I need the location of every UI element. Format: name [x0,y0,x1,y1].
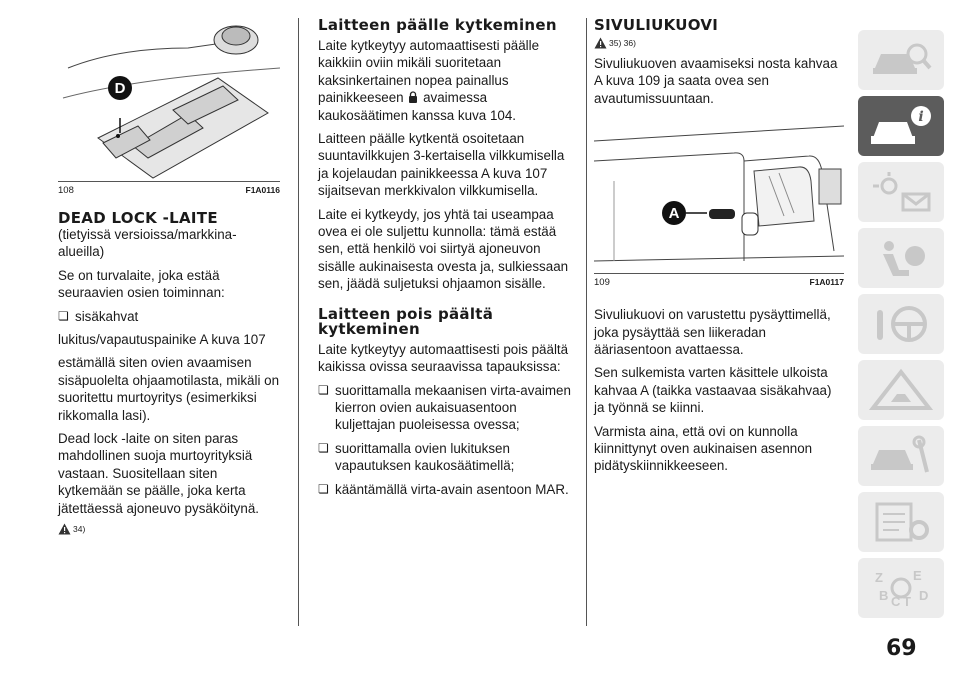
svg-text:C: C [891,594,901,609]
lock-icon [408,91,418,103]
paragraph: Dead lock -laite on siten paras mahdollinen suoja murtoyrityksiä vastaan. Suositellaan siten kytkemään se päälle, joka kerta jätettäessä ajoneuvo pysäköitynä. [58,431,259,516]
airbag-seat-icon[interactable] [858,228,944,288]
svg-text:B: B [879,588,889,603]
warning-ref-text: 35) 36) [609,38,636,48]
car-search-icon[interactable] [858,30,944,90]
figure-number: 108 [58,185,74,196]
column-2 [318,18,573,504]
figure-code: F1A0117 [809,277,844,288]
heading-switch-off: Laitteen pois päältä kytkeminen [318,304,494,338]
page-number: 69 [886,636,917,661]
column-3 [594,18,844,481]
alphabetical-index-icon[interactable] [858,558,944,618]
door-switch-illustration [58,18,280,181]
warning-lights-icon[interactable] [858,162,944,222]
section-subtitle: (tietyissä versioissa/markkina-alueilla) [58,227,237,260]
heading-switch-on: Laitteen päälle kytkeminen [318,16,557,34]
paragraph: Sivuliukuovi on varustettu pysäyttimellä, joka pysäyttää sen liikeradan ääriasentoon avattaessa. [594,307,831,358]
warning-ref-text: 34) [73,524,86,535]
car-info-icon[interactable] [858,96,944,156]
road-warning-icon[interactable] [858,360,944,420]
warning-triangle-icon [58,523,71,535]
bullet-item: ❏ suorittamalla mekaanisen virta-avaimen kierron ovien aukaisuasentoon kuljettajan puoleisessa ovessa; [318,382,573,434]
column-divider [586,18,587,626]
figure-code: F1A0116 [245,185,280,195]
warning-reference [594,37,844,49]
paragraph: Laitteen päälle kytkentä osoitetaan suuntavilkkujen 3-kertaisella vilkkumisella ja kojelaudan painikkeessa A kuva 107 sijaitsevan merkkivalon vilkkumisella. [318,131,565,199]
svg-text:D: D [919,588,929,603]
section-title-sliding-door: SIVULIUKUOVI [594,16,719,34]
paragraph: estämällä siten ovien avaamisen sisäpuolelta ohjaamotilasta, mikäli on suoritettu murtoyritys (esimerkiksi rikkomalla lasi). [58,355,280,423]
paragraph: Laite ei kytkeydy, jos yhtä tai useampaa ovea ei ole suljettu kunnolla: tämä estää sen, että henkilö voi siirtyä ajoneuvon sisälle aukinaisesta ovesta ja, sulkiessaan sen, jäädä suljetuksi ohjaamon sisälle. [318,206,569,292]
bullet-item: ❏ suorittamalla ovien lukituksen vapautuksen kaukosäätimellä; [318,440,573,475]
svg-text:i: i [918,109,924,125]
sliding-door-illustration [594,121,844,273]
bullet-item: ❏ kääntämällä virta-avain asentoon MAR. [318,481,573,498]
paragraph: lukitus/vapautuspainike A kuva 107 [58,332,266,348]
figure-label-d: D [114,80,126,97]
figure-caption [58,185,280,196]
bullet-item: ❏ sisäkahvat [58,308,280,325]
paragraph: Sen sulkemista varten käsittele ulkoista kahvaa A (taikka vastaavaa sisäkahvaa) ja työnnä se kiinni. [594,365,832,416]
svg-text:Z: Z [875,570,883,585]
figure-109 [594,121,844,274]
technical-data-icon[interactable] [858,492,944,552]
paragraph-part: avaimessa kaukosäätimen kanssa kuva 104. [318,90,517,123]
figure-number: 109 [594,277,610,289]
paragraph-part: Laite kytkeytyy automaattisesti päälle kaikkiin oviin mikäli suoritetaan kaksinkertainen nopea painallus painikkeeseen [318,38,540,106]
svg-text:E: E [913,568,922,583]
figure-label-a: A [668,205,680,223]
steering-wheel-icon[interactable] [858,294,944,354]
figure-caption [594,277,844,288]
column-1 [58,18,280,541]
paragraph: Varmista aina, että ovi on kunnolla kiinnittynyt oven aukinaisen asennon pidätyskiinnikkeeseen. [594,423,813,474]
paragraph: Laite kytkeytyy automaattisesti pois päältä kaikissa ovissa seuraavissa tapauksissa: [318,341,569,375]
paragraph [318,37,573,124]
paragraph: Se on turvalaite, joka estää seuraavien osien toiminnan: [58,267,225,301]
paragraph: Sivuliukuoven avaamiseksi nosta kahvaa A kuva 109 ja saata ovea sen avautumissuuntaan. [594,56,838,106]
figure-108 [58,18,280,182]
warning-triangle-icon [594,37,607,49]
svg-text:T: T [903,594,911,609]
chapter-sidebar [858,30,944,624]
warning-reference [58,523,280,535]
section-title-dead-lock: DEAD LOCK -LAITE [58,209,218,227]
car-service-icon[interactable] [858,426,944,486]
column-divider [298,18,299,626]
